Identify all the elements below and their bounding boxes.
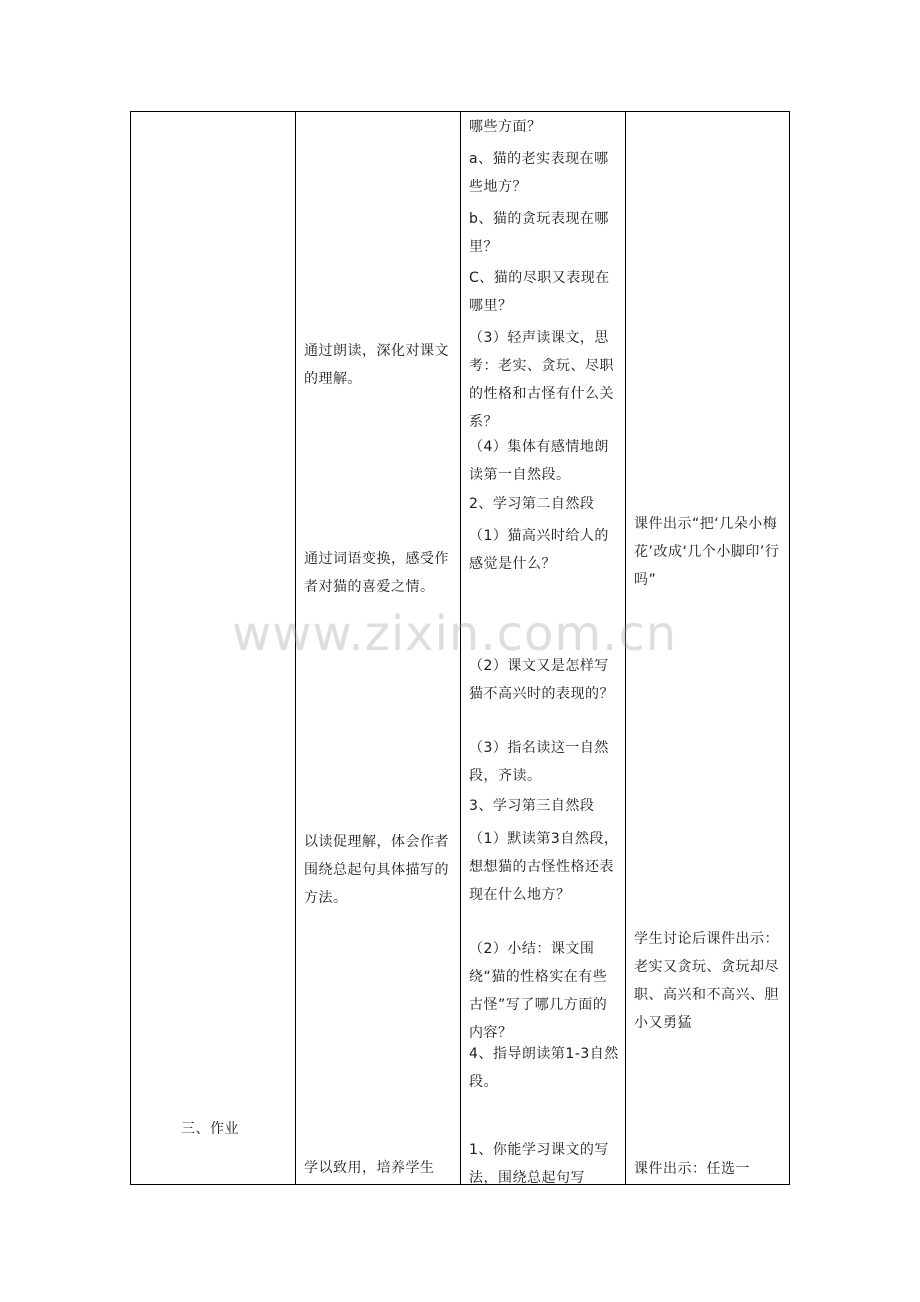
procedure-paragraph: （3）轻声读课文，思考：老实、贪玩、尽职的性格和古怪有什么关系？ [469, 330, 614, 430]
procedure-paragraph: 哪些方面？ [469, 119, 542, 135]
intent-item: 通过词语变换，感受作者对猫的喜爱之情。 [304, 551, 449, 595]
section-heading: 三、作业 [181, 1121, 239, 1137]
intent-item: 学以致用，培养学生 [304, 1160, 435, 1176]
procedure-paragraph: 3、学习第三自然段 [469, 798, 595, 814]
procedure-paragraph: 2、学习第二自然段 [469, 496, 595, 512]
procedure-paragraph: （2）小结：课文围绕“猫的性格实在有些古怪”写了哪几方面的内容？ [469, 941, 608, 1041]
courseware-note: 课件出示“把‘几朵小梅花’改成‘几个小脚印’行吗” [634, 516, 780, 588]
procedure-paragraph: （4）集体有感情地朗读第一自然段。 [469, 439, 609, 483]
procedure-paragraph: 4、指导朗读第1-3自然段。 [469, 1046, 619, 1090]
intent-item: 通过朗读，深化对课文的理解。 [304, 343, 449, 387]
procedure-paragraph: （2）课文又是怎样写猫不高兴时的表现的？ [469, 658, 614, 702]
courseware-note: 课件出示：任选一 [634, 1161, 750, 1177]
procedure-paragraph: b、猫的贪玩表现在哪里？ [469, 211, 609, 255]
watermark: www.zixin.com.cn [232, 606, 678, 662]
intent-item: 以读促理解，体会作者围绕总起句具体描写的方法。 [304, 834, 449, 906]
procedure-paragraph: 1、你能学习课文的写法，围绕总起句写 [469, 1142, 609, 1186]
procedure-paragraph: a、猫的老实表现在哪些地方？ [469, 151, 609, 195]
procedure-paragraph: （1）猫高兴时给人的感觉是什么？ [469, 528, 609, 572]
courseware-note: 学生讨论后课件出示：老实又贪玩、贪玩却尽职、高兴和不高兴、胆小又勇猛 [634, 931, 779, 1031]
procedure-paragraph: （1）默读第3自然段，想想猫的古怪性格还表现在什么地方？ [469, 831, 619, 903]
procedure-paragraph: （3）指名读这一自然段，齐读。 [469, 740, 609, 784]
procedure-paragraph: C、猫的尽职又表现在哪里？ [469, 270, 610, 314]
